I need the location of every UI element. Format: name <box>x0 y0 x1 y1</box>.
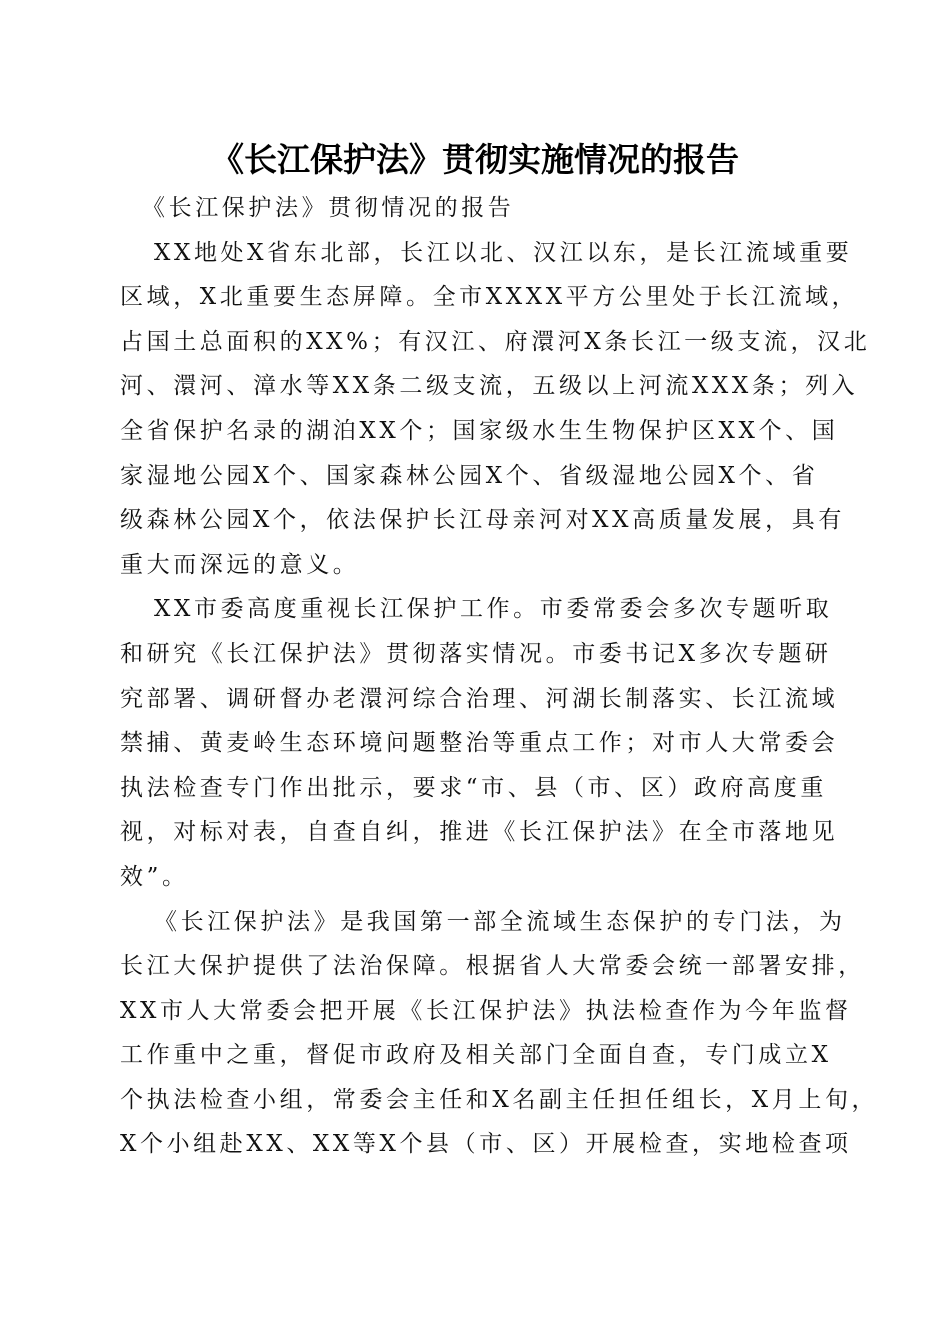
paragraph-line: 重大而深远的意义。 <box>120 551 360 578</box>
paragraph-line: X个小组赴XX、XX等X个县（市、区）开展检查，实地检查项 <box>120 1131 852 1158</box>
paragraph-line: 和研究《长江保护法》贯彻落实情况。市委书记X多次专题研 <box>120 640 832 667</box>
paragraph-line: XX市委高度重视长江保护工作。市委常委会多次专题听取 <box>154 596 833 623</box>
paragraph-line: XX市人大常委会把开展《长江保护法》执法检查作为今年监督 <box>120 997 852 1024</box>
paragraph-line: 级森林公园X个，依法保护长江母亲河对XX高质量发展，具有 <box>120 507 845 534</box>
paragraph-3 <box>120 900 879 1168</box>
paragraph-2 <box>120 587 839 899</box>
paragraph-line: 全省保护名录的湖泊XX个；国家级水生生物保护区XX个、国 <box>120 417 839 444</box>
document-body <box>120 186 879 1167</box>
paragraph-line: 河、澴河、漳水等XX条二级支流，五级以上河流XXX条；列入 <box>120 373 859 400</box>
paragraph-line: 执法检查专门作出批示，要求“市、县（市、区）政府高度重 <box>120 774 827 801</box>
paragraph-line: 家湿地公园X个、国家森林公园X个、省级湿地公园X个、省 <box>120 462 819 489</box>
paragraph-line: 工作重中之重，督促市政府及相关部门全面自查，专门成立X <box>120 1042 832 1069</box>
document-subtitle: 《长江保护法》贯彻情况的报告 <box>142 195 515 221</box>
paragraph-line: 禁捕、黄麦岭生态环境问题整治等重点工作；对市人大常委会 <box>120 730 839 757</box>
paragraph-line: 占国土总面积的XX%；有汉江、府澴河X条长江一级支流，汉北 <box>120 328 871 355</box>
paragraph-line: 长江大保护提供了法治保障。根据省人大常委会统一部署安排， <box>120 953 865 980</box>
paragraph-line: 效”。 <box>120 863 189 890</box>
paragraph-line: XX地处X省东北部，长江以北、汉江以东，是长江流域重要 <box>154 239 853 266</box>
paragraph-line: 个执法检查小组，常委会主任和X名副主任担任组长，X月上旬， <box>120 1086 879 1113</box>
paragraph-line: 区域，X北重要生态屏障。全市XXXX平方公里处于长江流域， <box>120 284 859 311</box>
paragraph-line: 视，对标对表，自查自纠，推进《长江保护法》在全市落地见 <box>120 819 839 846</box>
paragraph-line: 究部署、调研督办老澴河综合治理、河湖长制落实、长江流域 <box>120 685 839 712</box>
document-title: 《长江保护法》贯彻实施情况的报告 <box>211 140 739 179</box>
paragraph-line: 《长江保护法》是我国第一部全流域生态保护的专门法，为 <box>154 908 846 935</box>
paragraph-1 <box>120 231 871 588</box>
